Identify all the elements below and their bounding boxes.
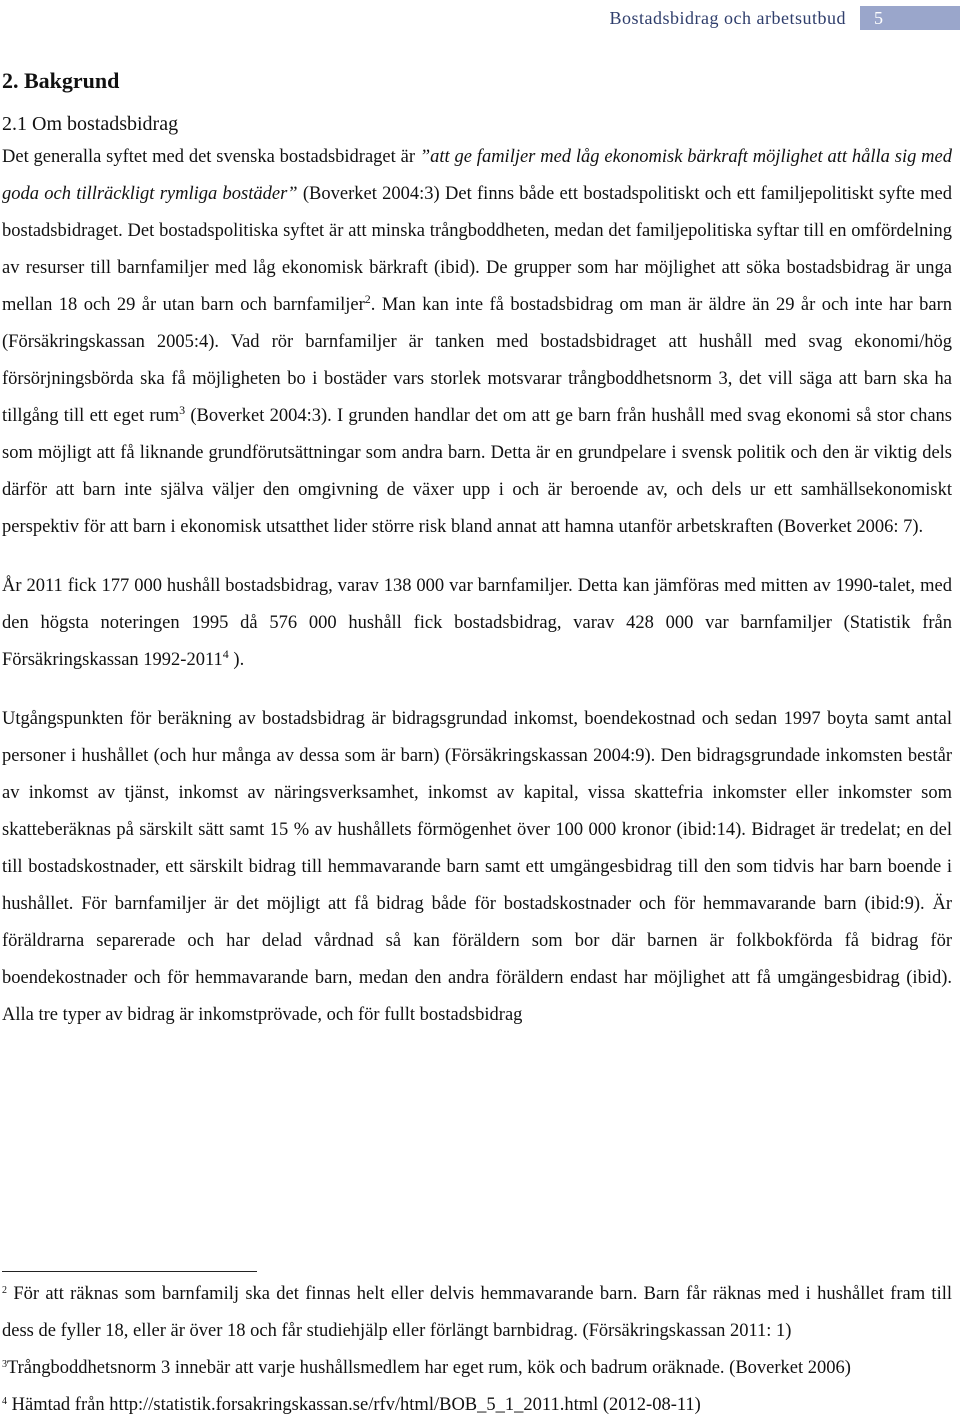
- paragraph-1-intro: Det generalla syftet med det svenska bostadsbidraget är: [2, 147, 420, 167]
- page-number: 5: [860, 6, 960, 30]
- footnote-ref-3[interactable]: 3: [179, 403, 186, 417]
- running-title: Bostadsbidrag och arbetsutbud: [609, 7, 846, 28]
- paragraph-2-part1: År 2011 fick 177 000 hushåll bostadsbidrag, varav 138 000 var barnfamiljer. Detta kan jämföras med mitten av 1990-talet, med den högsta noteringen 1995 då 576 000 hushåll fick bostadsbidrag, varav 428 000 var barnfamiljer (Statistik från Försäkringskassan 1992-2011: [2, 576, 952, 670]
- paragraph-1-part1: (Boverket 2004:3) Det finns både ett bostadspolitiskt och ett familjepolitiskt syfte med bostadsbidraget. Det bostadspolitiska syftet är att minska trångboddheten, medan det familjepolitiska syftar till en omfördelning av resurser till barnfamiljer med låg ekonomisk bärkraft (ibid). De grupper som har möjlighet att söka bostadsbidrag är unga mellan 18 och 29 år utan barn och barnfamiljer: [2, 184, 952, 315]
- footnote-4: [2, 1387, 952, 1424]
- section-heading: 2. Bakgrund: [2, 68, 120, 93]
- footnote-divider: [2, 1271, 257, 1272]
- footnote-text: För att räknas som barnfamilj ska det finnas helt eller delvis hemmavarande barn. Barn får räknas med i hushållet fram till dess de fyller 18, eller är över 18 och får studiehjälp eller förlängt barnbidrag. (Försäkringskassan 2011: 1): [2, 1284, 952, 1341]
- footnote-text: Trångboddhetsnorm 3 innebär att varje hushållsmedlem har eget rum, kök och badrum oräknade. (Boverket 2006): [7, 1358, 851, 1378]
- footnote-ref-2[interactable]: 2: [364, 292, 371, 306]
- running-header: [610, 6, 960, 30]
- footnote-text: Hämtad från http://statistik.forsakringskassan.se/rfv/html/BOB_5_1_2011.html (2012-08-11): [7, 1395, 701, 1415]
- page-content: [2, 66, 952, 1034]
- paragraph-2: [2, 568, 952, 679]
- footnote-ref-4[interactable]: 4: [222, 647, 229, 661]
- footnote-marker: 3: [2, 1359, 7, 1370]
- footnote-3: [2, 1350, 952, 1387]
- paragraph-1: [2, 139, 952, 546]
- paragraph-3: Utgångspunkten för beräkning av bostadsbidrag är bidragsgrundad inkomst, boendekostnad och sedan 1997 boyta samt antal personer i hushållet (och hur många av dessa som är barn) (Försäkringskassan 2004:9). Den bidragsgrundade inkomsten består av inkomst av tjänst, inkomst av näringsverksamhet, inkomst av kapital, vissa skattefria inkomster eller inkomster som skatteberäknas på särskilt sätt samt 15 % av hushållets förmögenhet över 100 000 kronor (ibid:14). Bidraget är tredelat; en del till bostadskostnader, ett särskilt bidrag till hemmavarande barn samt ett umgängesbidrag till den som tidvis har barn boende i hushållet. För barnfamiljer är det möjligt att få bidrag både för bostadskostnader och för hemmavarande barn (ibid:9). Är föräldrarna separerade och har delad vårdnad så kan föräldern som bor där barnen är folkbokförda få bidrag för boendekostnader och för hemmavarande barn, medan den andra föräldern endast har möjlighet att få umgängesbidrag (ibid). Alla tre typer av bidrag är inkomstprövade, och för fullt bostadsbidrag: [2, 709, 952, 1025]
- paragraph-2-part2: ).: [228, 650, 245, 670]
- paragraph-1-part2: . Man kan inte få bostadsbidrag om man är äldre än 29 år och inte har barn (Försäkringskassan 2005:4). Vad rör barnfamiljer är tanken med bostadsbidraget att hushåll med svag ekonomi/hög försörjningsbörda ska få möjligheten bo i bostäder vars storlek motsvarar trångboddhetsnorm 3, det vill säga att barn ska ha tillgång till ett eget rum: [2, 295, 952, 426]
- footnote-2: [2, 1276, 952, 1350]
- footnote-marker: 4: [2, 1396, 7, 1407]
- paragraph-1-part3: (Boverket 2004:3). I grunden handlar det om att ge barn från hushåll med svag ekonomi så stor chans som möjligt att få liknande grundförutsättningar som andra barn. Detta är en grundpelare i svensk politik och den är viktig dels därför att barn inte själva väljer den omgivning de växer upp i och är beroende av, och dels ur ett samhällsekonomiskt perspektiv för att barn i ekonomisk utsatthet lider större risk bland annat att hamna utanför arbetskraften (Boverket 2006: 7).: [2, 406, 952, 537]
- subsection-heading: 2.1 Om bostadsbidrag: [2, 113, 179, 135]
- quote: ”att ge familjer med låg ekonomisk bärkraft möjlighet att hålla sig med goda och tillräckligt rymliga bostäder”: [2, 147, 952, 204]
- footnote-marker: 2: [2, 1285, 7, 1296]
- footnotes: [2, 1276, 952, 1424]
